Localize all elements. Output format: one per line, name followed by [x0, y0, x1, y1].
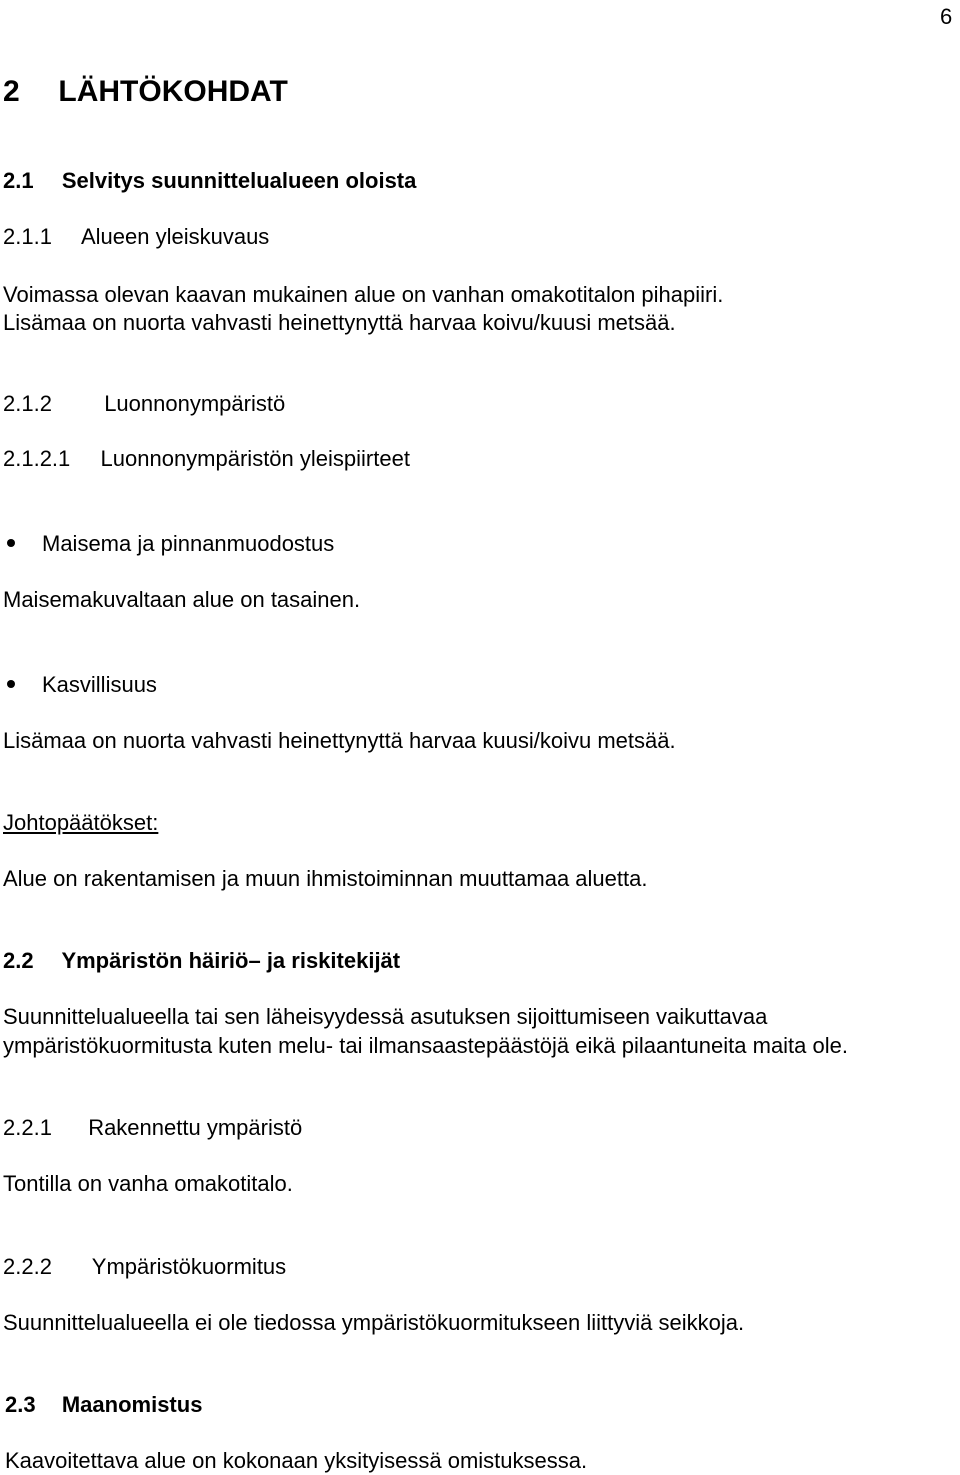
section-2-2-heading [3, 946, 400, 975]
main-heading-title: LÄHTÖKOHDAT [58, 75, 288, 108]
section-2-2-1-heading [3, 1113, 302, 1142]
section-2-2-2-heading [3, 1252, 286, 1281]
section-2-1-2-title: Luonnonympäristö [104, 391, 286, 416]
section-2-1-1-title: Alueen yleiskuvaus [80, 224, 270, 249]
bullet-2-text: Lisämaa on nuorta vahvasti heinettynyttä harvaa kuusi/koivu metsää. [3, 728, 676, 753]
section-2-2-2-title: Ympäristökuormitus [91, 1254, 287, 1279]
section-2-2-number: 2.2 [3, 948, 34, 973]
section-2-2-1-text: Tontilla on vanha omakotitalo. [3, 1171, 293, 1196]
section-2-3-title: Maanomistus [61, 1392, 203, 1417]
main-heading [3, 74, 288, 110]
section-2-1-2-1-number: 2.1.2.1 [3, 446, 71, 471]
section-2-1-2-number: 2.1.2 [3, 391, 52, 416]
main-heading-number: 2 [3, 75, 20, 108]
section-2-2-para-line1: Suunnittelualueella tai sen läheisyydessä asutuksen sijoittumiseen vaikuttavaa [3, 1004, 768, 1029]
section-2-3-number: 2.3 [5, 1392, 36, 1417]
bullet-1-text: Maisemakuvaltaan alue on tasainen. [3, 587, 361, 612]
section-2-1-1-number: 2.1.1 [3, 224, 52, 249]
section-2-3-heading [5, 1390, 202, 1419]
conclusions-text: Alue on rakentamisen ja muun ihmistoiminnan muuttamaa aluetta. [3, 866, 648, 891]
section-2-2-2-text: Suunnittelualueella ei ole tiedossa ympäristökuormitukseen liittyviä seikkoja. [3, 1310, 745, 1335]
section-2-2-1-title: Rakennettu ympäristö [88, 1115, 303, 1140]
section-2-1-2-1-title: Luonnonympäristön yleispiirteet [100, 446, 410, 471]
page-number: 6 [940, 4, 953, 29]
section-2-1-number: 2.1 [3, 168, 34, 193]
section-2-3-text: Kaavoitettava alue on kokonaan yksityisessä omistuksessa. [5, 1448, 588, 1473]
conclusions-label: Johtopäätökset: [3, 810, 159, 835]
section-2-1-1-para-line1: Voimassa olevan kaavan mukainen alue on vanhan omakotitalon pihapiiri. [3, 282, 724, 307]
section-2-1-heading [3, 166, 416, 195]
bullet-icon [7, 680, 15, 688]
section-2-2-1-number: 2.2.1 [3, 1115, 52, 1140]
bullet-2-label: Kasvillisuus [42, 672, 157, 697]
bullet-1-label: Maisema ja pinnanmuodostus [42, 531, 335, 556]
section-2-2-para-line2: ympäristökuormitusta kuten melu- tai ilmansaastepäästöjä eikä pilaantuneita maita ole. [3, 1033, 848, 1058]
section-2-1-1-para-line2: Lisämaa on nuorta vahvasti heinettynyttä harvaa koivu/kuusi metsää. [3, 310, 676, 335]
section-2-1-1-heading [3, 222, 269, 251]
bullet-icon [7, 539, 15, 547]
section-2-1-2-1-heading [3, 444, 410, 473]
section-2-2-2-number: 2.2.2 [3, 1254, 52, 1279]
section-2-1-2-heading [3, 389, 285, 418]
section-2-1-title: Selvitys suunnittelualueen oloista [61, 168, 417, 193]
section-2-2-title: Ympäristön häiriö– ja riskitekijät [61, 948, 401, 973]
